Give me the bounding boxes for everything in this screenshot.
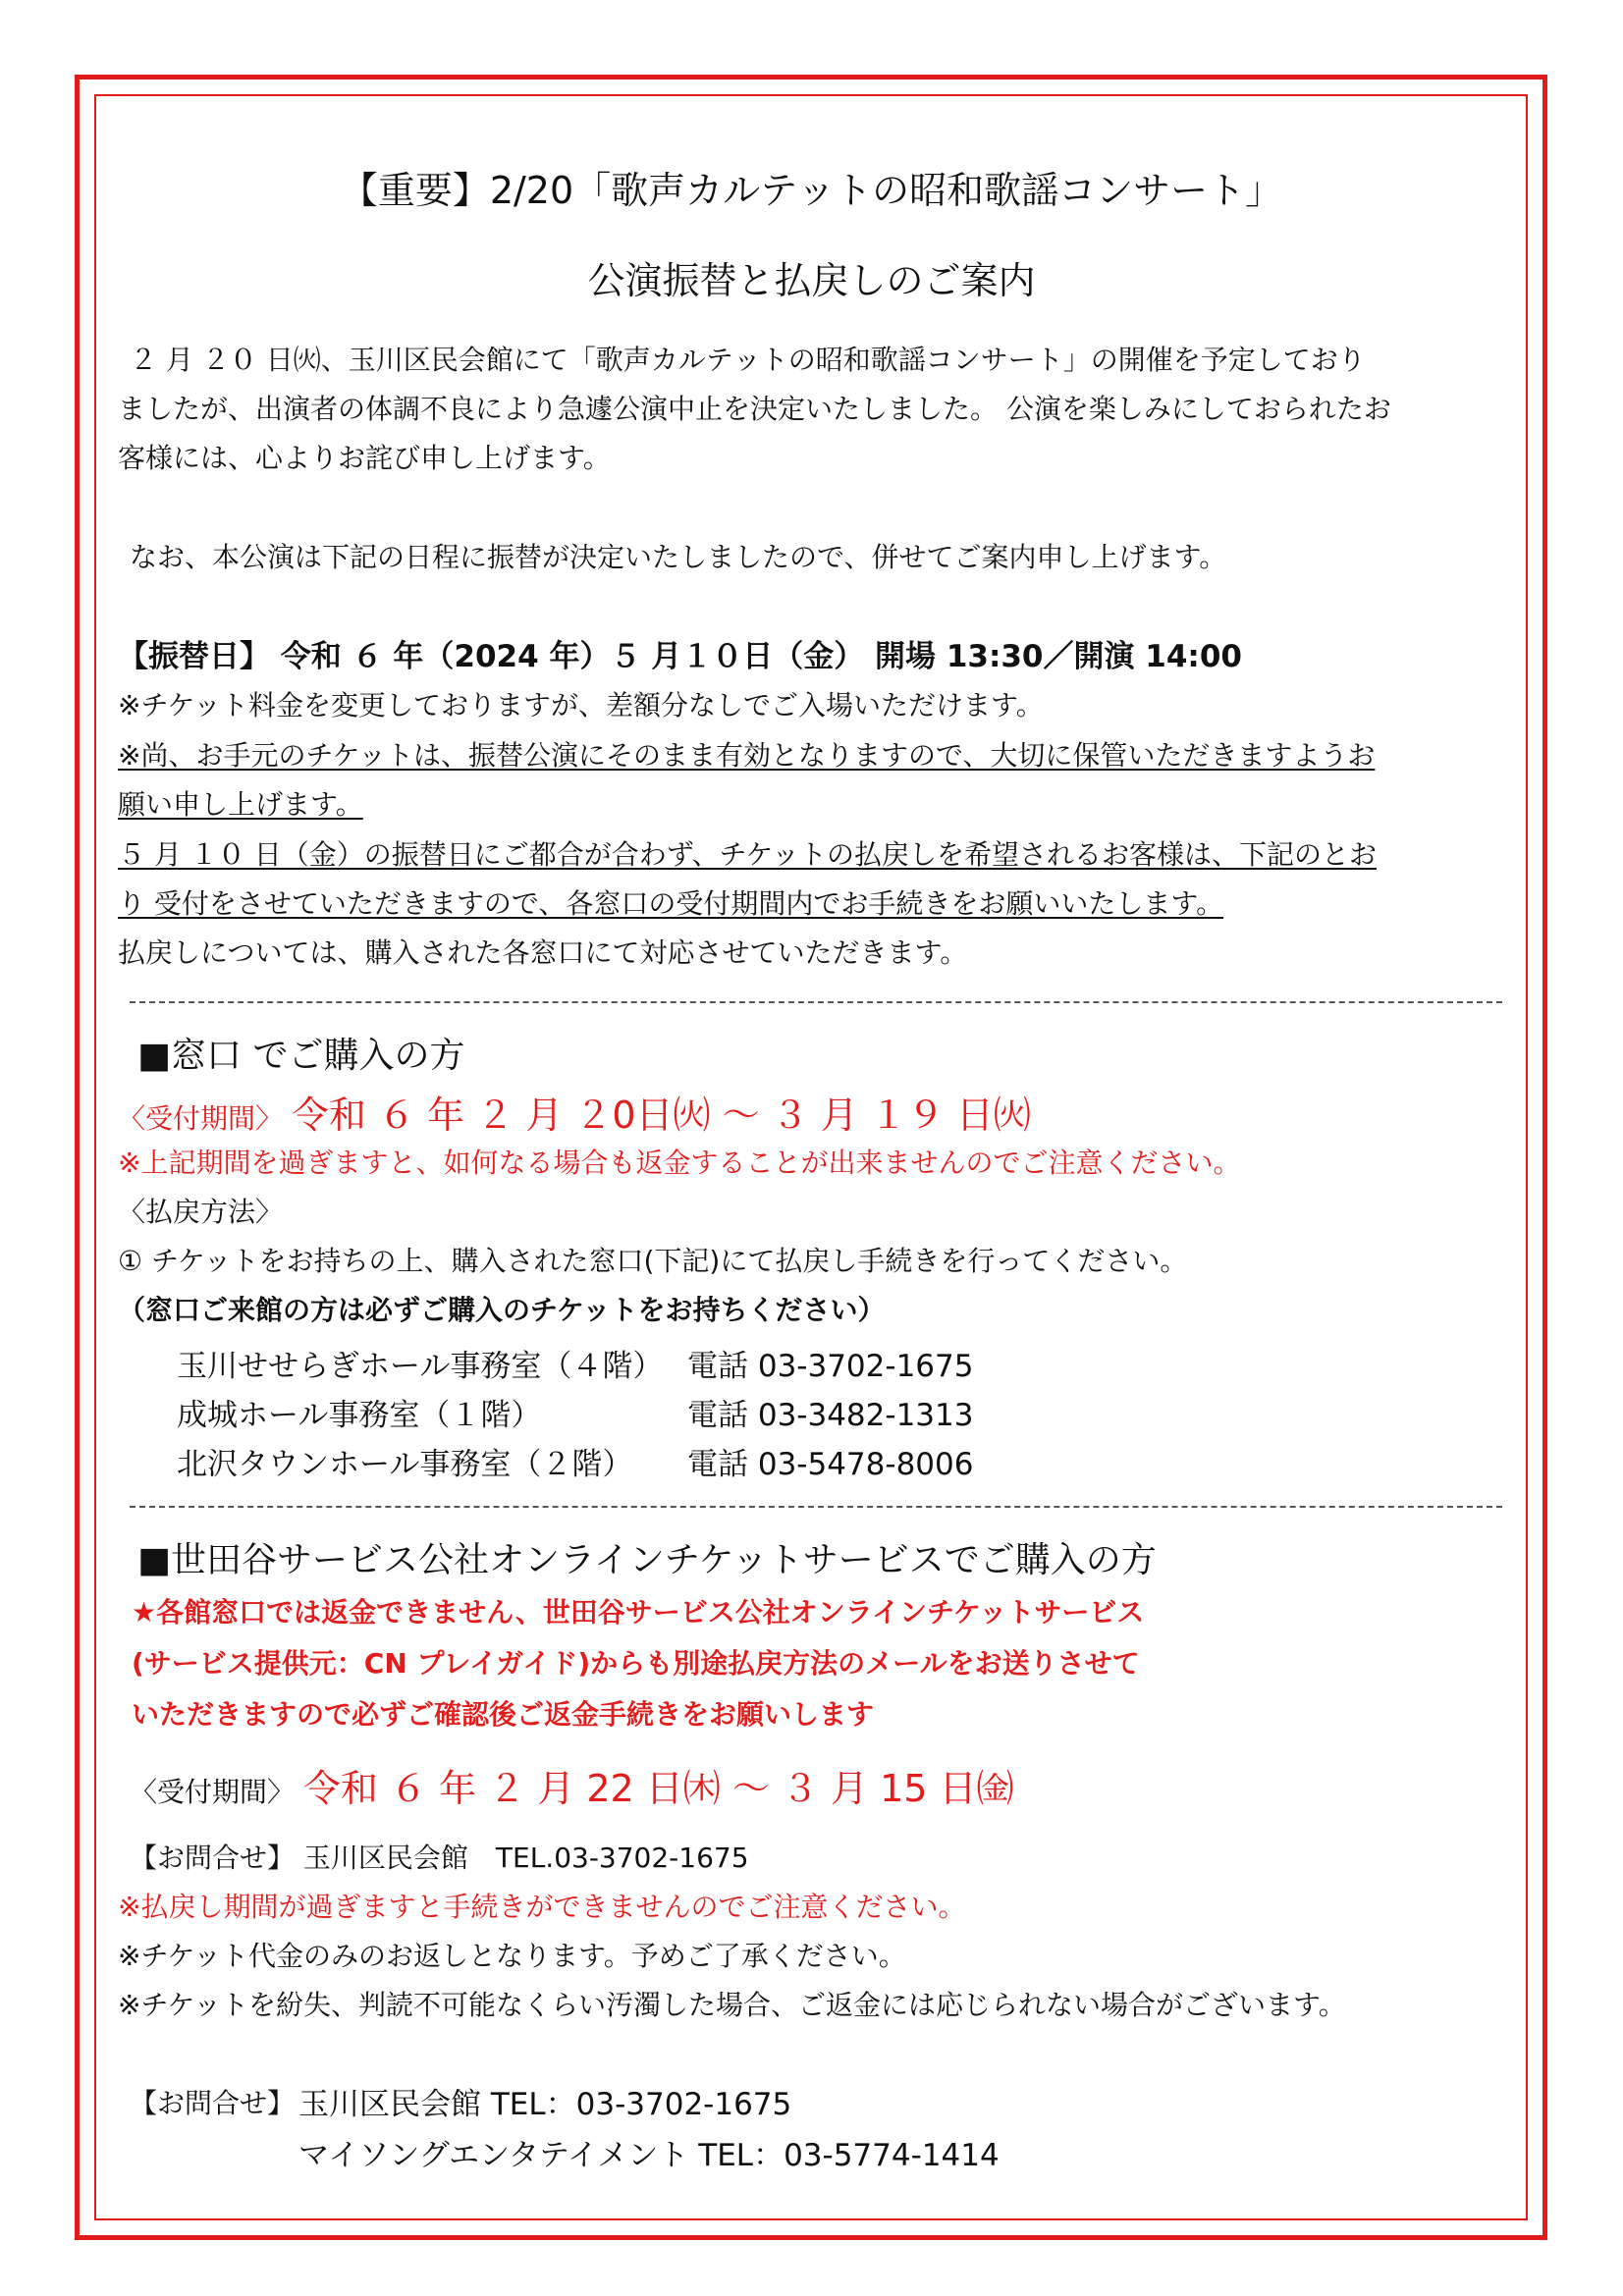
- intro-line-3: 客様には、心よりお詫び申し上げます。: [118, 442, 611, 474]
- online-period-value: 令和 ６ 年 ２ 月 22 日㈭ ～ ３ 月 15 日㈮: [302, 1767, 1014, 1810]
- window-method-label: 〈払戻方法〉: [118, 1196, 284, 1228]
- note-refund-window: 払戻しについては、購入された各窓口にて対応させていただきます。: [118, 936, 968, 969]
- window-period-label: 〈受付期間〉: [118, 1102, 284, 1135]
- reschedule-note: なお、本公演は下記の日程に振替が決定いたしましたので、併せてご案内申し上げます。: [130, 541, 1227, 573]
- online-period-label: 〈受付期間〉: [130, 1776, 296, 1808]
- office-name: 玉川せせらぎホール事務室（４階）: [177, 1349, 664, 1384]
- note-ticket-valid-1: ※尚、お手元のチケットは、振替公演にそのまま有効となりますので、大切に保管いただきますようお: [118, 739, 1376, 772]
- online-note-1: ※チケット代金のみのお返しとなります。予めご了承ください。: [118, 1940, 906, 1972]
- online-heading: ■世田谷サービス公社オンラインチケットサービスでご購入の方: [137, 1540, 1157, 1580]
- intro-line-1: ２ 月 ２０ 日㈫、玉川区民会館にて「歌声カルテットの昭和歌謡コンサート」の開催を予定しており: [130, 344, 1366, 376]
- contact-label: 【お問合せ】: [130, 2087, 296, 2119]
- online-note-2: ※チケットを紛失、判読不可能なくらい汚濁した場合、ご返金には応じられない場合がございます。: [118, 1989, 1346, 2021]
- contact-line-1: 玉川区民会館 TEL：03-3702-1675: [298, 2087, 792, 2122]
- title-line-2: 公演振替と払戻しのご案内: [587, 259, 1036, 302]
- window-step-1: ① チケットをお持ちの上、購入された窓口(下記)にて払戻し手続きを行ってください。: [118, 1245, 1188, 1277]
- note-refund-2: り 受付をさせていただきますので、各窓口の受付期間内でお手続きをお願いいたします。: [118, 887, 1224, 920]
- note-ticket-fee: ※チケット料金を変更しておりますが、差額分なしでご入場いただけます。: [118, 689, 1044, 721]
- online-star-note-1: ★各館窓口では返金できません、世田谷サービス公社オンラインチケットサービス: [132, 1596, 1145, 1629]
- window-period: [118, 1094, 1031, 1139]
- note-ticket-valid-2: 願い申し上げます。: [118, 788, 363, 821]
- online-star-note-3: いただきますので必ずご確認後ご返金手続きをお願いします: [132, 1698, 875, 1731]
- online-star-note-2: (サービス提供元：CN プレイガイド)からも別途払戻方法のメールをお送りさせて: [132, 1647, 1140, 1680]
- window-warning: ※上記期間を過ぎますと、如何なる場合も返金することが出来ませんのでご注意ください。: [118, 1147, 1241, 1179]
- intro-line-2: ましたが、出演者の体調不良により急遽公演中止を決定いたしました。 公演を楽しみにしておられたお: [118, 393, 1391, 425]
- online-period: [130, 1767, 1014, 1812]
- online-warning: ※払戻し期間が過ぎますと手続きができませんのでご注意ください。: [118, 1891, 966, 1923]
- office-tel: 電話 03-5478-8006: [687, 1447, 974, 1482]
- office-tel: 電話 03-3482-1313: [687, 1398, 974, 1433]
- office-name: 成城ホール事務室（１階）: [177, 1398, 542, 1433]
- office-tel: 電話 03-3702-1675: [687, 1349, 974, 1384]
- divider-1: [130, 1001, 1502, 1003]
- window-bring-note: （窓口ご来館の方は必ずご購入のチケットをお持ちください）: [118, 1294, 886, 1326]
- office-name: 北沢タウンホール事務室（２階）: [177, 1447, 633, 1482]
- note-refund-1: ５ 月 １０ 日（金）の振替日にご都合が合わず、チケットの払戻しを希望されるお客様は、下記のとお: [118, 838, 1377, 871]
- title-line-1: 【重要】2/20「歌声カルテットの昭和歌謡コンサート」: [340, 169, 1283, 212]
- window-period-value: 令和 ６ 年 ２ 月 ２0日㈫ ～ ３ 月 １９ 日㈫: [291, 1094, 1031, 1137]
- online-inquiry: 【お問合せ】 玉川区民会館 TEL.03-3702-1675: [130, 1842, 749, 1874]
- divider-2: [130, 1506, 1502, 1508]
- new-date: 【振替日】 令和 ６ 年（2024 年）５ 月１０日（金） 開場 13:30／開演 14:00: [118, 639, 1242, 674]
- window-heading: ■窓口 でご購入の方: [137, 1036, 465, 1076]
- contact-line-2: マイソングエンタテイメント TEL：03-5774-1414: [298, 2138, 1000, 2173]
